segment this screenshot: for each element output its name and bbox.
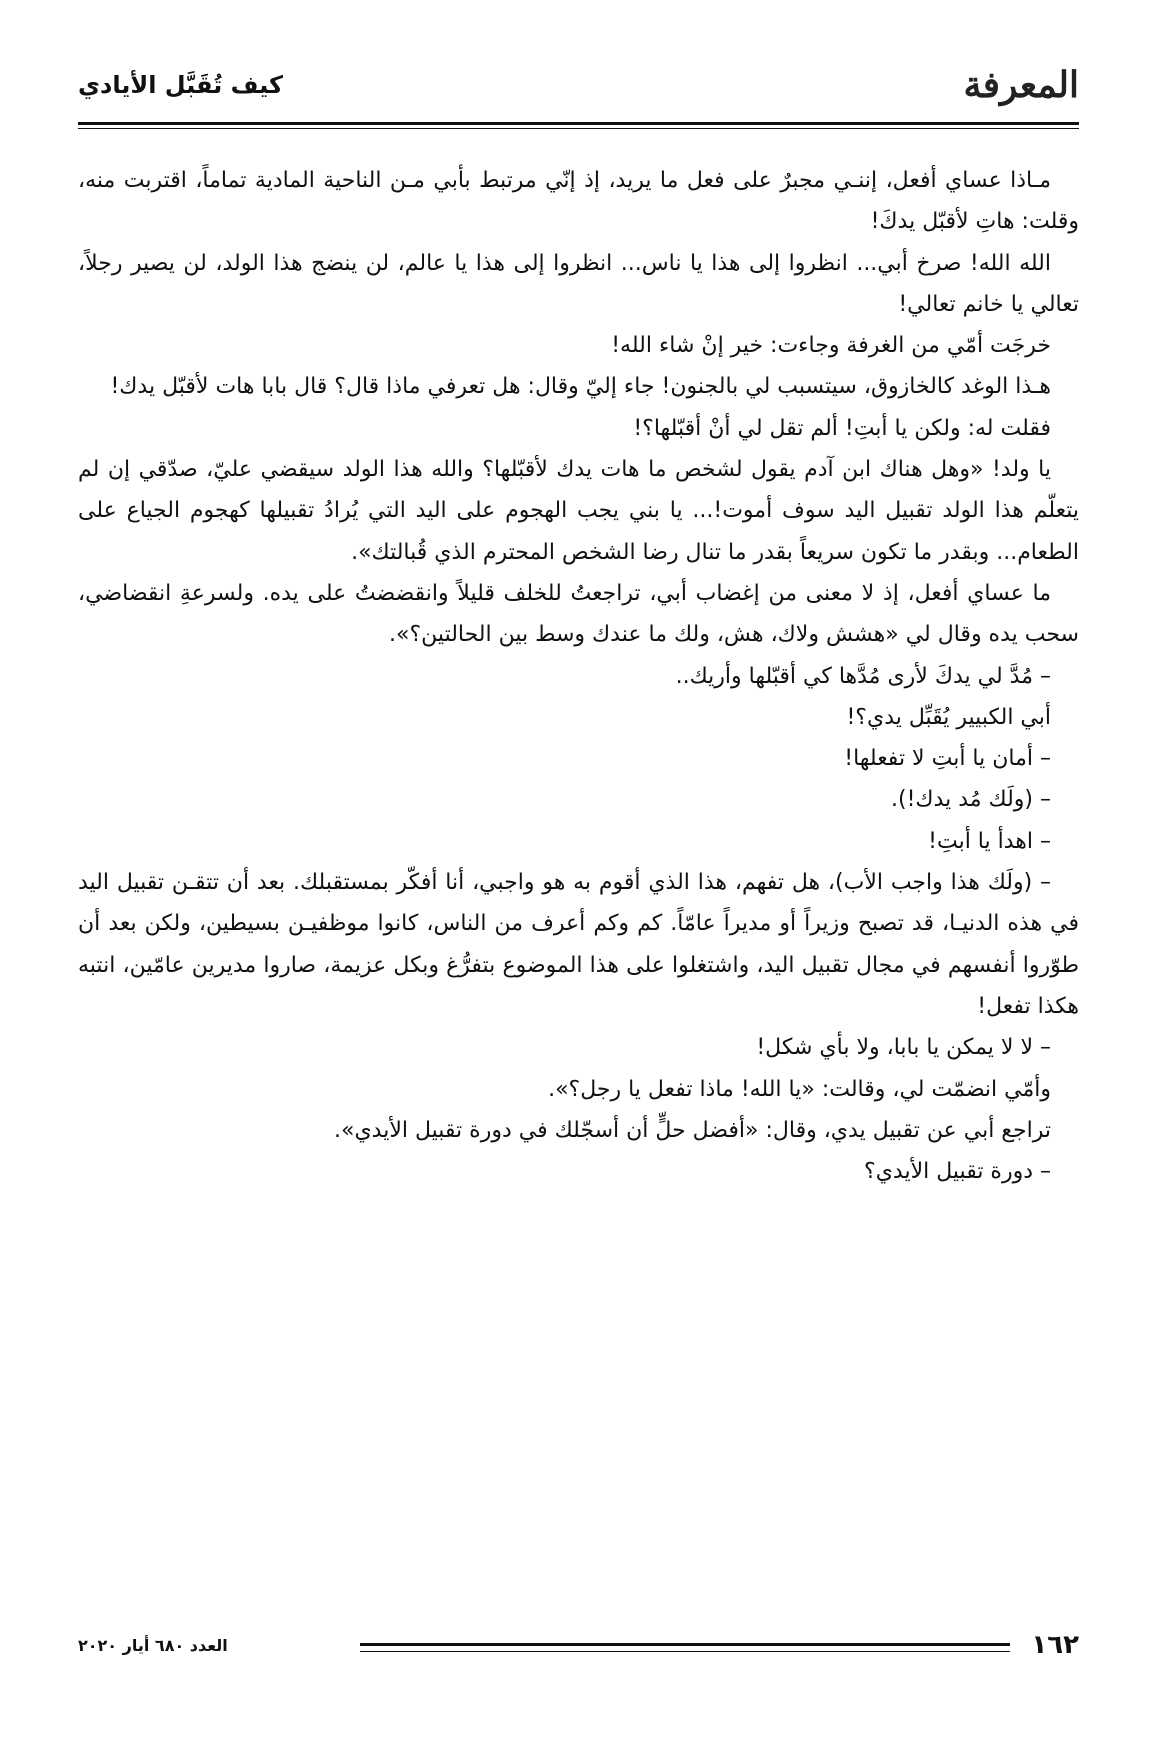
header-divider [78, 122, 1079, 125]
article-body [78, 160, 1079, 1600]
dialogue-line: – (ولَك مُد يدك!). [891, 787, 1051, 813]
dialogue-line: – اهدأ يا أبتِ! [928, 828, 1051, 854]
article-title: كيف تُقَبَّل الأيادي [78, 71, 283, 99]
magazine-logo: المعرفة [963, 64, 1079, 106]
issue-info: العدد ٦٨٠ أيار ٢٠٢٠ [78, 1635, 228, 1655]
paragraph: مـاذا عساي أفعل، إننـي مجبرٌ على فعل ما يريد، إذ إنّي مرتبط بأبي مـن الناحية المادية تماماً، اقتربت منه، وقلت: هاتِ لأقبّل يدكَ! [78, 168, 1079, 235]
paragraph: ما عساي أفعل، إذ لا معنى من إغضاب أبي، تراجعتُ للخلف قليلاً وانقضضتُ على يده. ولسرعةِ انقضاضي، سحب يده وقال لي «هشش ولاك، هش، ولك ما عندك وسط بين الحالتين؟». [78, 580, 1079, 648]
paragraph: هـذا الوغد كالخازوق، سيتسبب لي بالجنون! جاء إليّ وقال: هل تعرفي ماذا قال؟ قال بابا هات لأقبّل يدك! [110, 374, 1051, 400]
paragraph: خرجَت أمّي من الغرفة وجاءت: خير إنْ شاء الله! [611, 333, 1051, 359]
paragraph: الله الله! صرخ أبي... انظروا إلى هذا يا ناس... انظروا إلى هذا يا عالم، لن ينضج هذا الولد، لن يصير رجلاً، تعالي يا خانم تعالي! [78, 250, 1079, 317]
page-number: ١٦٢ [1031, 1630, 1079, 1660]
paragraph: أبي الكبيير يُقَبِّل يدي؟! [846, 704, 1051, 730]
paragraph: تراجع أبي عن تقبيل يدي، وقال: «أفضل حلٍّ أن أسجّلك في دورة تقبيل الأيدي». [333, 1117, 1051, 1143]
paragraph: وأمّي انضمّت لي، وقالت: «يا الله! ماذا تفعل يا رجل؟». [548, 1076, 1051, 1102]
paragraph: يا ولد! «وهل هناك ابن آدم يقول لشخص ما هات يدك لأقبّلها؟ والله هذا الولد سيقضي عليّ، صدّقي إن لم يتعلّم هذا الولد تقبيل اليد سوف أموت!... يا بني يجب الهجوم على اليد التي يُرادُ تقبيلها كهجوم الجياع على الطعام... وبقدر ما تكون سريعاً بقدر ما تنال رضا الشخص المحترم الذي قُبالتك». [78, 457, 1079, 565]
dialogue-line: – مُدَّ لي يدكَ لأرى مُدَّها كي أقبّلها وأريك.. [675, 663, 1051, 689]
header-divider-thin [78, 128, 1079, 129]
dialogue-line: – دورة تقبيل الأيدي؟ [864, 1159, 1051, 1185]
page-header [78, 55, 1079, 115]
footer-divider [360, 1643, 1010, 1652]
dialogue-line: – أمان يا أبتِ لا تفعلها! [844, 746, 1051, 772]
dialogue-line: – لا لا يمكن يا بابا، ولا بأي شكل! [756, 1035, 1051, 1061]
dialogue-line: – (ولَك هذا واجب الأب)، هل تفهم، هذا الذي أقوم به هو واجبي، أنا أفكّر بمستقبلك. بعد أن تتقـن تقبيل اليد في هذه الدنيـا، قد تصبح وزيراً أو مديراً عامّاً. كم وكم أعرف من الناس، كانوا موظفيـن بسيطين، ولكن بعد أن طوّروا أنفسهم في مجال تقبيل اليد، واشتغلوا على هذا الموضوع بتفرُّغ وبكل عزيمة، صاروا مديرين عامّين، انتبه هكذا تفعل! [78, 870, 1079, 1019]
paragraph: فقلت له: ولكن يا أبتِ! ألم تقل لي أنْ أقبّلها؟! [633, 415, 1051, 441]
